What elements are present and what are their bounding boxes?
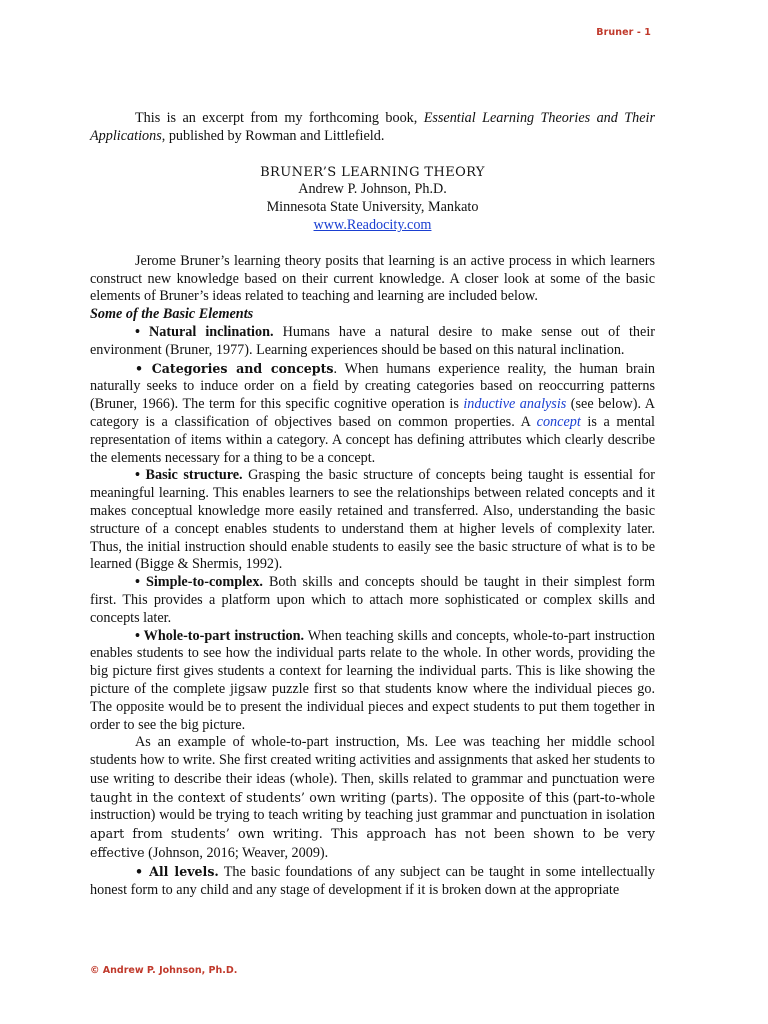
term-inductive-analysis: inductive analysis xyxy=(463,396,567,413)
element-label: • Whole-to-part instruction. xyxy=(135,627,305,644)
element-text: The basic foundations of any subject can be taught in some intellectually honest form to any child and any stage of development if it is broken down at the appropriate xyxy=(90,863,655,898)
website-link[interactable]: www.Readocity.com xyxy=(313,216,432,233)
element-simple-to-complex xyxy=(90,574,655,627)
element-label: • Basic structure. xyxy=(135,467,243,484)
author-name: Andrew P. Johnson, Ph.D. xyxy=(298,181,447,198)
element-basic-structure xyxy=(90,467,655,574)
section-heading: Some of the Basic Elements xyxy=(90,306,254,323)
element-text: . When humans experience reality, the human brain naturally seeks to induce order on a field by creating categories based on reoccurring patterns (Bruner, 1966). The term for this specific cognitive operation is xyxy=(90,360,655,413)
element-whole-to-part xyxy=(90,628,655,735)
author-affiliation: Minnesota State University, Mankato xyxy=(266,199,479,216)
element-label: • Categories and concepts xyxy=(135,360,334,376)
element-label: • All levels. xyxy=(135,863,219,879)
example-text: (Johnson, 2016; Weaver, 2009). xyxy=(144,845,329,862)
example-paragraph xyxy=(90,734,655,863)
example-text-alt: were taught in the context of students’ own writing (parts). The opposite of this xyxy=(90,770,655,805)
intro-paragraph xyxy=(90,110,655,146)
page-header-label: Bruner - 1 xyxy=(596,27,651,38)
element-label: • Simple-to-complex. xyxy=(135,574,263,591)
intro-text-after: , published by Rowman and Littlefield. xyxy=(161,127,385,144)
element-text: Humans have a natural desire to make sense out of their environment (Bruner, 1977). Learning experiences should be based on this natural inclination. xyxy=(90,323,655,358)
element-text: Grasping the basic structure of concepts being taught is essential for meaningful learning. This enables learners to see the relationships between related concepts and it makes conceptual knowledge more easily retained and transferred. Also, understanding the basic structure of a concept enables students to understand them at higher levels of complexity later. Thus, the initial instruction should enable students to easily see the basic structure of what is to be learned (Bigge & Shermis, 1992). xyxy=(90,467,655,573)
title-block xyxy=(90,164,655,235)
book-title: Essential Learning Theories and Their Applications xyxy=(90,110,655,144)
term-concept: concept xyxy=(536,413,581,430)
example-text: As an example of whole-to-part instruction, Ms. Lee was teaching her middle school students how to write. She first created writing activities and assignments that asked her students to use writing to describe their ideas (whole). Then, skills related to grammar and punctuation xyxy=(90,734,655,787)
element-label: • Natural inclination. xyxy=(135,323,274,340)
document-body xyxy=(90,110,655,899)
opening-paragraph: Jerome Bruner’s learning theory posits that learning is an active process in which learners construct new knowledge based on their current knowledge. A closer look at some of the basic elements of Bruner’s ideas related to teaching and learning are included below. xyxy=(90,252,655,305)
element-categories-concepts xyxy=(90,360,655,468)
element-text: (see below). A category is a classification of objectives based on common properties. A xyxy=(90,396,655,430)
element-text: Both skills and concepts should be taught in their simplest form first. This provides a platform upon which to attach more sophisticated or complex skills and concepts later. xyxy=(90,574,655,626)
element-natural-inclination xyxy=(90,324,655,360)
page-footer-copyright: © Andrew P. Johnson, Ph.D. xyxy=(90,965,238,976)
example-text-alt: apart from students’ own writing. This approach has not been shown to be very effective xyxy=(90,826,655,861)
document-title: BRUNER’S LEARNING THEORY xyxy=(260,164,485,180)
element-text: When teaching skills and concepts, whole-to-part instruction enables students to see how the individual parts relate to the whole. In other words, providing the big picture first gives students a context for learning the individual parts. This is like showing the picture of the complete jigsaw puzzle first so that students know where the individual pieces go. The opposite would be to present the individual pieces and expect students to put them together in order to see the big picture. xyxy=(90,627,656,733)
intro-text-before: This is an excerpt from my forthcoming book, xyxy=(135,110,424,126)
element-all-levels xyxy=(90,863,655,900)
element-text: is a mental representation of items within a category. A concept has defining attributes which clearly describe the elements necessary for a thing to be a concept. xyxy=(90,413,655,466)
example-text: (part-to-whole instruction) would be trying to teach writing by teaching just grammar and punctuation in isolation xyxy=(90,789,655,824)
